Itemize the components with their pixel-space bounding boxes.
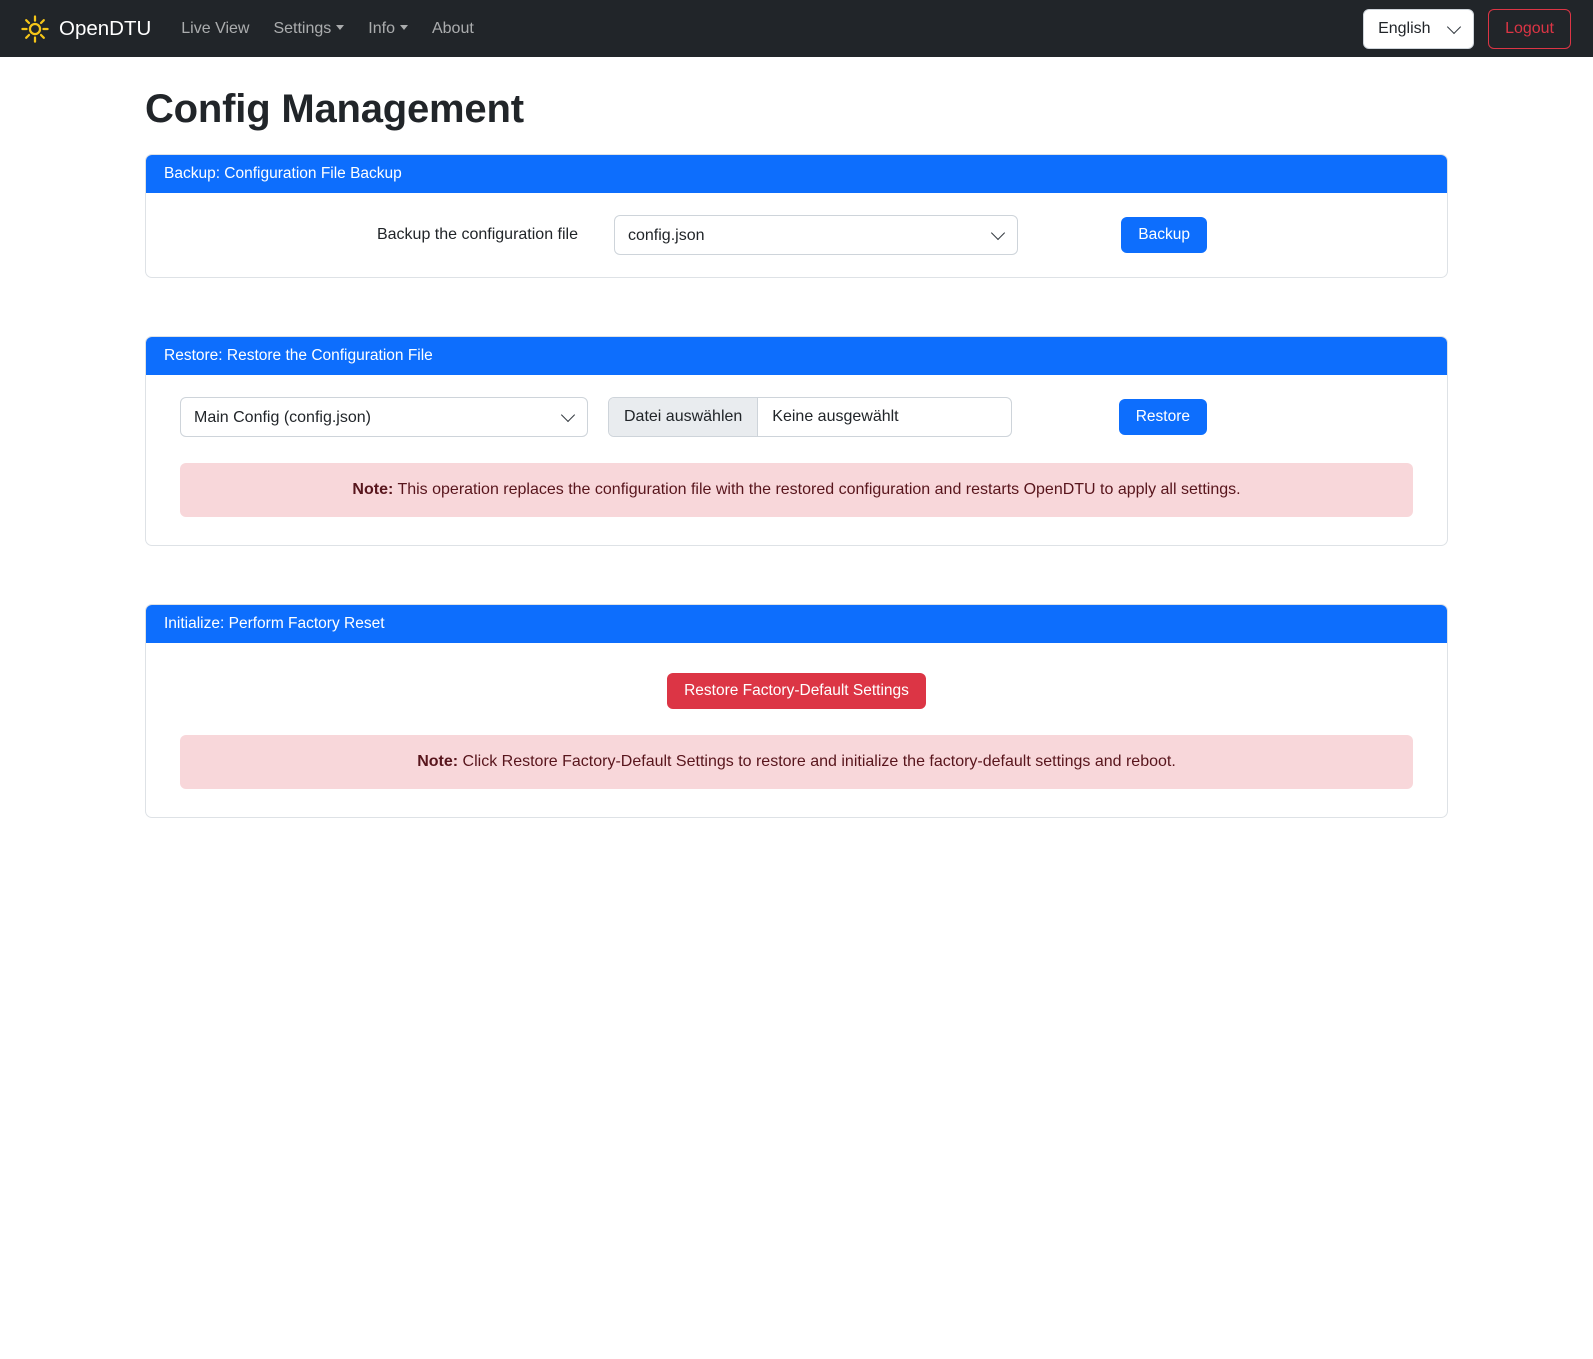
restore-row	[164, 397, 1429, 437]
nav-item-info[interactable]	[356, 12, 420, 46]
navbar-right-group	[1363, 9, 1577, 49]
restore-card-header: Restore: Restore the Configuration File	[146, 337, 1447, 375]
nav-item-settings[interactable]	[261, 12, 356, 46]
factory-reset-row	[164, 665, 1429, 709]
chosen-file-name: Keine ausgewählt	[772, 408, 899, 425]
initialize-card-body	[146, 643, 1447, 817]
initialize-note-text: Click Restore Factory-Default Settings to restore and initialize the factory-default settings and reboot.	[458, 753, 1176, 770]
restore-target-select-wrap	[180, 397, 588, 437]
restore-card-body	[146, 375, 1447, 545]
top-navbar	[0, 0, 1593, 57]
sun-icon	[20, 14, 50, 44]
nav-item-live-view[interactable]	[169, 12, 261, 46]
restore-note-prefix: Note:	[352, 481, 394, 498]
nav-item-info-label: Info	[368, 19, 395, 37]
restore-button[interactable]: Restore	[1119, 399, 1207, 435]
choose-file-button[interactable]: Datei auswählen	[609, 398, 758, 436]
page-content	[0, 87, 1593, 818]
backup-file-select[interactable]	[614, 215, 1018, 255]
restore-file-input[interactable]	[608, 397, 1012, 437]
initialize-note	[180, 735, 1413, 789]
restore-note	[180, 463, 1413, 517]
chevron-down-icon	[400, 25, 408, 30]
chevron-down-icon	[336, 25, 344, 30]
backup-card	[145, 154, 1448, 278]
nav-item-about-label: About	[431, 19, 474, 37]
backup-card-body	[146, 193, 1447, 277]
restore-card	[145, 336, 1448, 546]
nav-item-live-view-label: Live View	[181, 19, 250, 37]
brand-link[interactable]	[20, 14, 151, 44]
nav-item-about[interactable]	[420, 12, 486, 46]
nav-links	[169, 12, 486, 46]
initialize-card	[145, 604, 1448, 818]
brand-label: OpenDTU	[59, 16, 152, 40]
nav-item-settings-label: Settings	[273, 19, 332, 37]
restore-note-text: This operation replaces the configuration file with the restored configuration and restarts OpenDTU to apply all settings.	[393, 481, 1241, 498]
language-select-wrap	[1363, 9, 1474, 49]
backup-button-slot	[1121, 217, 1207, 253]
backup-button[interactable]: Backup	[1121, 217, 1207, 253]
restore-target-select[interactable]	[180, 397, 588, 437]
initialize-note-prefix: Note:	[417, 753, 459, 770]
backup-card-header: Backup: Configuration File Backup	[146, 155, 1447, 193]
page-title: Config Management	[145, 87, 524, 131]
backup-file-select-wrap	[614, 215, 1018, 255]
restore-button-slot	[1119, 399, 1207, 435]
restore-factory-defaults-button[interactable]: Restore Factory-Default Settings	[667, 673, 926, 709]
backup-row	[164, 215, 1429, 255]
initialize-card-header: Initialize: Perform Factory Reset	[146, 605, 1447, 643]
backup-file-label: Backup the configuration file	[376, 226, 578, 243]
logout-button[interactable]: Logout	[1488, 9, 1571, 49]
language-select[interactable]	[1363, 9, 1474, 49]
